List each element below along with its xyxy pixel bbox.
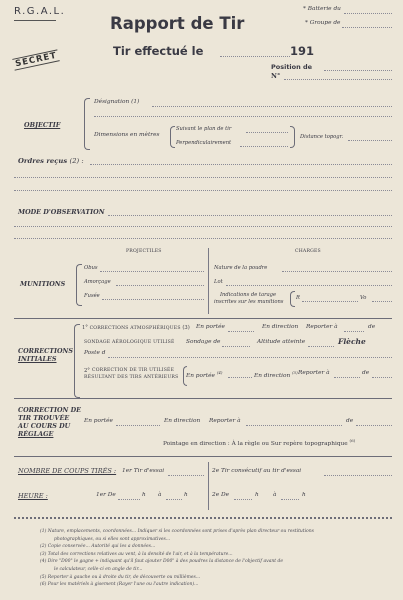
vo-label: Vo [360, 295, 367, 301]
nombre-coups-label: NOMBRE DE COUPS TIRÉS : [18, 467, 117, 475]
coups-divider [208, 462, 209, 510]
tir2-label: 2e Tir consécutif au tir d'essai [212, 468, 302, 474]
org-underline [14, 20, 56, 21]
c2-en-direction [254, 370, 298, 379]
ordres-line-3 [14, 190, 392, 191]
trouvee-line2: TIR TROUVÉE [18, 414, 70, 422]
pointage-text: Pointage en direction : À la règle ou Sur repère topographique [163, 440, 348, 447]
notes-block [40, 528, 396, 589]
designation-text: Désignation [94, 99, 130, 105]
c2-en-portee [186, 370, 223, 379]
obus-line [100, 271, 204, 272]
sondage-line [222, 346, 250, 347]
trouvee-top-rule [14, 398, 392, 399]
ordres-label [18, 157, 84, 165]
heure2-line-a [234, 499, 252, 500]
tir1-label: 1er Tir d'essai [122, 468, 165, 474]
trouvee-reporter: Reporter à [209, 418, 241, 424]
amorcage-line [116, 285, 204, 286]
groupe-label: * Groupe de [305, 20, 341, 26]
trouvee-en-direction: En direction [164, 418, 201, 424]
page-title: Rapport de Tir [110, 14, 245, 33]
heure2-a: à [273, 492, 277, 498]
trouvee-line3: AU COURS DU [18, 422, 71, 430]
batterie-label: * Batterie du [303, 6, 341, 12]
heure1-a: à [158, 492, 162, 498]
heure1-line-a [118, 499, 140, 500]
heure-label: HEURE : [18, 492, 48, 500]
perpendiculairement-line [240, 146, 288, 147]
c1-reporter: Reporter à [306, 324, 338, 330]
indications-brace [290, 291, 295, 307]
charges-header: CHARGES [295, 249, 321, 254]
trouvee-de: de [346, 418, 354, 424]
heure2-h: h [255, 492, 259, 498]
c1-de: de [368, 324, 376, 330]
distance-topogr-line [348, 140, 392, 141]
suivant-plan-line [246, 132, 288, 133]
c2-portee-line [228, 377, 252, 378]
c1-portee-line [228, 331, 254, 332]
no-line [284, 79, 392, 80]
secret-stamp: SECRET [12, 49, 60, 70]
c1-row [82, 325, 190, 331]
note-line: (3) Total des corrections relatives au vent, à la densité de l'air, et à la température... [40, 551, 233, 557]
mode-line-2 [14, 226, 392, 227]
munitions-divider [208, 248, 209, 314]
tir2-line [324, 475, 392, 476]
note-line: (6) Pour les matériels à gisement (Rayer l'une ou l'autre indication)... [40, 582, 199, 588]
c2-num: 2° [84, 368, 90, 374]
fusee-label: Fusée [84, 293, 100, 299]
coups-top-rule [14, 456, 392, 457]
c1-en-portee: En portée [196, 324, 225, 330]
indications-line1: Indications de tarage [220, 292, 277, 298]
nature-poudre-line [282, 271, 392, 272]
position-label: Position de [271, 63, 313, 71]
heure1-line-b [166, 499, 182, 500]
munitions-label: MUNITIONS [20, 280, 66, 288]
objectif-brace [84, 98, 90, 150]
c2-line2: RÉSULTANT DES TIRS ANTÉRIEURS [84, 375, 179, 380]
year-label: 191 [290, 44, 315, 58]
ordres-line-2 [14, 177, 392, 178]
ordres-text: Ordres reçus [18, 157, 68, 165]
mode-line-3 [14, 238, 392, 239]
c2-line1: CORRECTION DE TIR UTILISÉE [92, 368, 175, 373]
org-label: R.G.A.L. [14, 6, 66, 17]
dimensions-brace-right [290, 126, 295, 148]
note-line: (2) Copie conservée... Autorité qui les a données... [40, 544, 156, 550]
designation-line-2 [94, 116, 392, 117]
date-line [220, 56, 290, 57]
c2-en-direction-text: En direction [254, 372, 291, 379]
indications-line2: inscrites sur les munitions [214, 299, 284, 305]
designation-note: (1) [131, 99, 140, 105]
batterie-line [344, 13, 392, 14]
pointage-label [163, 438, 355, 447]
r-label: R [296, 295, 300, 301]
ordres-note: (2) : [69, 157, 84, 165]
lot-line [226, 285, 392, 286]
designation-label [94, 99, 139, 105]
trouvee-de-line [356, 425, 392, 426]
c1-reporter-line [344, 331, 364, 332]
c2-reporter-line [334, 377, 360, 378]
sondage-label: SONDAGE AÉROLOGIQUE UTILISÉ [84, 340, 175, 345]
poste-line [108, 357, 392, 358]
amorcage-label: Amorçage [84, 279, 111, 285]
suivant-plan-label: Suivant le plan de tir [176, 126, 232, 132]
c2-note4: (4) [216, 370, 223, 375]
c2-reporter: Reporter à [298, 370, 330, 376]
heure1-h: h [142, 492, 146, 498]
c2-de-line [372, 377, 392, 378]
corrections-brace [74, 324, 80, 398]
altitude-line [308, 346, 334, 347]
page-subtitle: Tir effectué le [113, 44, 204, 58]
trouvee-line4: RÉGLAGE [18, 430, 54, 438]
distance-topogr-label: Distance topogr. [300, 134, 344, 140]
heure2-de: 2e De [212, 492, 230, 498]
heure2-hb: h [302, 492, 306, 498]
trouvee-reporter-line [246, 425, 342, 426]
pointage-note: (6) [349, 438, 356, 443]
perpendiculairement-label: Perpendiculairement [176, 140, 232, 146]
note-line: (4) Dire "D00" le gagne + indiquant qu'il faut ajouter D00" à des poudres la distance de l'objectif avant de [40, 559, 284, 565]
r-line [302, 301, 358, 302]
dimensions-label: Dimensions en mètres [94, 132, 160, 138]
c1-en-direction: En direction [262, 324, 299, 330]
notes-top-rule [14, 517, 392, 519]
position-line [324, 70, 392, 71]
corrections-top-rule [14, 318, 392, 319]
mode-line-1 [108, 215, 392, 216]
note-line: (1) Nature, emplacements, coordonnées... Indiquer si les coordonnées sont prises d'après plan directeur ou restitutions [40, 529, 314, 534]
corrections-label-1: CORRECTIONS [18, 347, 74, 355]
obus-label: Obus [84, 265, 98, 271]
tir1-line [168, 475, 204, 476]
note-line: (5) Reporter à gauche ou à droite du tir, de découverte ou millièmes... [40, 574, 201, 580]
fleche-label: Flèche [338, 337, 366, 346]
objectif-label: OBJECTIF [24, 121, 61, 129]
fusee-line [102, 299, 204, 300]
vo-line [372, 301, 392, 302]
c1-note: (3) [182, 325, 190, 331]
munitions-brace [76, 264, 82, 306]
c2-en-portee-text: En portée [186, 372, 215, 379]
heure1-de: 1er De [96, 492, 116, 498]
trouvee-en-portee: En portée [84, 418, 113, 424]
no-label: N° [271, 72, 281, 80]
ordres-line-1 [90, 164, 392, 165]
c1-label: CORRECTIONS ATMOSPHÉRIQUES [89, 326, 181, 331]
c2-de: de [362, 370, 370, 376]
nature-poudre-label: Nature de la poudre [214, 265, 268, 271]
sondage-de: Sondage de [186, 339, 221, 345]
note-line: le calculateur, celle-ci en angle de tir... [54, 566, 143, 572]
heure1-hb: h [184, 492, 188, 498]
note-line: photographiques, ou si elles sont approximatives... [54, 536, 171, 542]
designation-line [152, 106, 392, 107]
trouvee-portee-line [116, 425, 160, 426]
groupe-line [342, 27, 392, 28]
corrections-label-2: INITIALES [18, 355, 57, 363]
dimensions-brace [170, 126, 175, 148]
altitude-label: Altitude atteinte [257, 339, 306, 345]
mode-label: MODE D'OBSERVATION [18, 208, 105, 216]
trouvee-line1: CORRECTION DE [18, 406, 82, 414]
lot-label: Lot [214, 279, 223, 285]
heure2-line-b [281, 499, 299, 500]
projectiles-header: PROJECTILES [126, 249, 162, 254]
poste-label: Poste d [84, 350, 106, 356]
c2-note5: (5) [292, 370, 298, 375]
c1-num: 1° [82, 325, 88, 331]
